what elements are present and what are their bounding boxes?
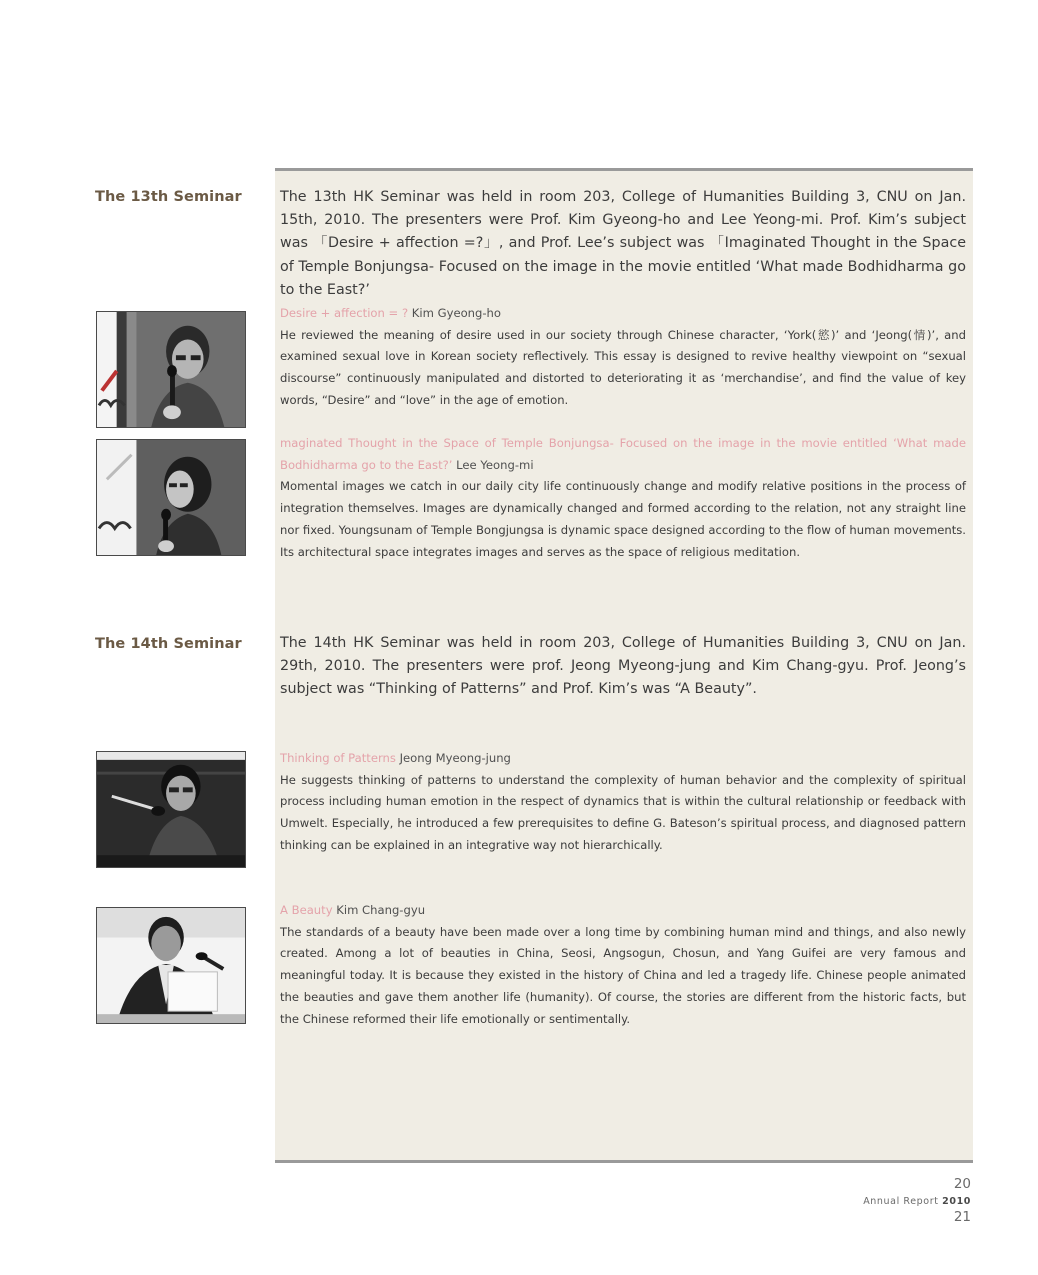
report-year: 2010 [942, 1196, 971, 1207]
talk-desire-affection [280, 303, 966, 412]
page-number-left: 20 [953, 1176, 971, 1192]
page-number-right: 21 [953, 1209, 971, 1225]
talk-presenter: Jeong Myeong-jung [399, 751, 511, 765]
annual-report-label [863, 1196, 971, 1207]
talk-title: Desire + affection = ? [280, 306, 409, 320]
talk-title: A Beauty [280, 903, 333, 917]
talk-body: Momental images we catch in our daily city life continuously change and modify relative positions in the process of integration themselves. Images are dynamically changed and formed according to the relation, not any straight line nor fixed. Youngsunam of Temple Bongjungsa is dynamic space designed according to the flow of human movements. Its architectural space integrates images and serves as the space of religious meditation. [280, 479, 966, 559]
talk-title: maginated Thought in the Space of Temple Bonjungsa- Focused on the image in the movie entitled ‘What made Bodhidharma go to the East?’ [280, 436, 966, 472]
photo-lee-yeong-mi [96, 439, 246, 556]
talk-a-beauty [280, 900, 966, 1030]
talk-title: Thinking of Patterns [280, 751, 396, 765]
seminar-14-intro: The 14th HK Seminar was held in room 203, College of Humanities Building 3, CNU on Jan. 29th, 2010. The presenters were prof. Jeong Myeong-jung and Kim Chang-gyu. Prof. Jeong’s subject was “Thinking of Patterns” and Prof. Kim’s was “A Beauty”. [280, 635, 966, 698]
seminar-13-intro: The 13th HK Seminar was held in room 203, College of Humanities Building 3, CNU on Jan. 15th, 2010. The presenters were Prof. Kim Gyeong-ho and Lee Yeong-mi. Prof. Kim’s subject was 「Desire + affection =?」, and Prof. Lee’s subject was 「Imaginated Thought in the Space of Temple Bonjungsa- Focused on the image in the movie entitled ‘What made Bodhidharma go to the East?’ [280, 189, 966, 298]
talk-body: He reviewed the meaning of desire used in our society through Chinese character, ‘York(慾)’ and ‘Jeong(情)’, and examined sexual love in Korean society reflectively. This essay is designed to revive healthy viewpoint on “sexual discourse” continuously manipulated and distorted to deteriorating it as ‘merchandise’, and find the value of key words, “Desire” and “love” in the age of emotion. [280, 327, 966, 407]
talk-thinking-of-patterns [280, 748, 966, 857]
talk-presenter: Lee Yeong-mi [456, 457, 534, 472]
seminar-14-heading: The 14th Seminar [95, 636, 242, 652]
talk-presenter: Kim Gyeong-ho [411, 306, 502, 320]
seminar-13-heading: The 13th Seminar [95, 189, 242, 205]
talk-body: He suggests thinking of patterns to understand the complexity of human behavior and the complexity of spiritual process including human emotion in the respect of dynamics that is within the cultural relationship or feedback with Umwelt. Especially, he introduced a few prerequisites to define G. Bateson’s spiritual process, and diagnosed pattern thinking can be explained in an integrative way not hierarchically. [280, 772, 966, 852]
report-title: Annual Report [863, 1196, 939, 1207]
talk-imaginated-thought [280, 433, 966, 563]
talk-body: The standards of a beauty have been made over a long time by combining human mind and things, and also newly created. Among a lot of beauties in China, Seosi, Angsogun, Chosun, and Yang Guifei are very famous and meaningful today. It is because they existed in the history of China and led a tragedy life. Chinese people animated the beauties and gave them another life (humanity). Of course, the stories are different from the historic facts, but the Chinese reformed their life emotionally or sentimentally. [280, 924, 966, 1026]
photo-jeong-myeong-jung [96, 751, 246, 868]
talk-presenter: Kim Chang-gyu [336, 903, 426, 917]
photo-kim-gyeong-ho [96, 311, 246, 428]
photo-kim-chang-gyu [96, 907, 246, 1024]
